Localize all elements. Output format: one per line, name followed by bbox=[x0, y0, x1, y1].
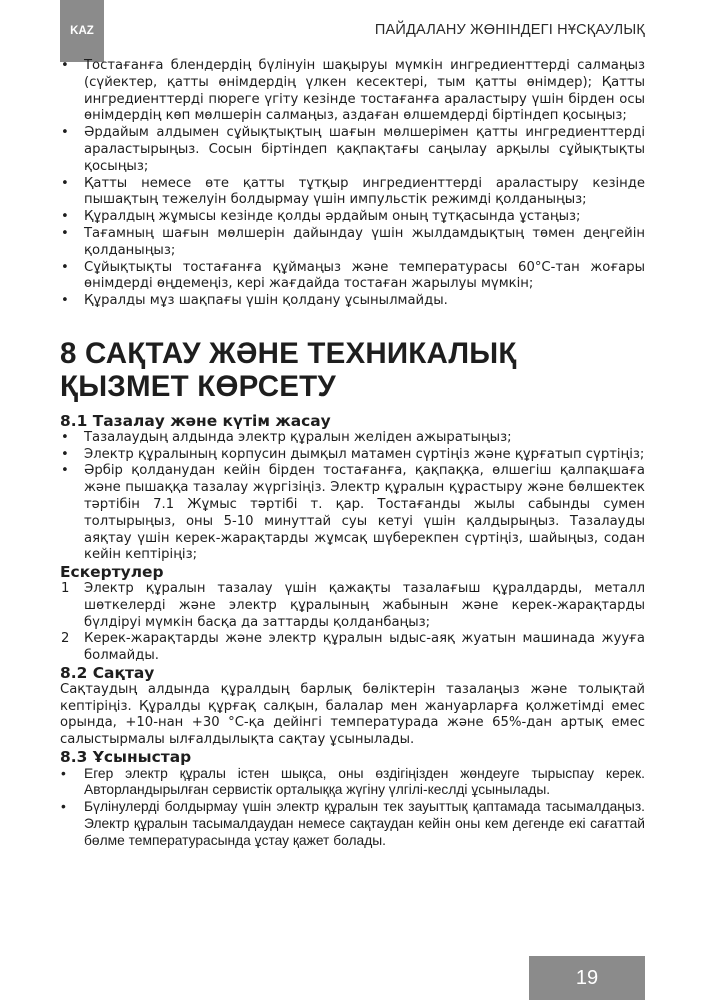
care-heading: 8.1 Тазалау және күтім жасау bbox=[60, 411, 331, 430]
list-item: • Тостағанға блендердің бүлінуін шақыруы мүмкін ингредиенттерді салмаңыз (сүйектер, қатты өнімдердің үлкен кесектері, тым қатты өнімдер); Қатты ингредиенттерді пюреге үгіту кезінде тостағанға араластыру үшін бірден осы өнімдердің көп мөлшерін салмаңыз, аздаған өлшемдерді біртіндеп қосыңыз; bbox=[60, 58, 645, 125]
list-item: • Тағамның шағын мөлшерін дайындау үшін жылдамдықтың төмен деңгейін қолданыңыз; bbox=[60, 226, 645, 260]
recommendations-bullet-list bbox=[60, 766, 645, 850]
storage-heading: 8.2 Сақтау bbox=[60, 663, 155, 682]
section-title: 8 САҚТАУ ЖӘНЕ ТЕХНИКАЛЫҚ ҚЫЗМЕТ КӨРСЕТУ bbox=[60, 336, 517, 403]
note-number: 1 bbox=[61, 580, 70, 596]
notes-heading: Ескертулер bbox=[60, 563, 164, 582]
list-item bbox=[60, 631, 645, 665]
list-item: • Сұйықтықты тостағанға құймаңыз және температурасы 60°С-тан жоғары өнімдерді өңдемеңіз, кері жағдайда тостаған жарылуы мүмкін; bbox=[60, 260, 645, 294]
list-item: • Қатты немесе өте қатты тұтқыр ингредиенттерді араластыру кезінде пышақтың тежелуін болдырмау үшін импульстік режимді қолданыңыз; bbox=[60, 176, 645, 210]
note-text: Электр құралын тазалау үшін қажақты тазалағыш құралдарды, металл шөткелерді және электр құралының жабынын және керек-жарақтарды бүлдіруі мүмкін басқа да заттарды қолданбаңыз; bbox=[84, 580, 645, 630]
list-item: • Әрдайым алдымен сұйықтықтың шағын мөлшерімен қатты ингредиенттерді араластырыңыз. Сосын біртіндеп қақпақтағы саңылау арқылы сұйықтықты қосыңыз; bbox=[60, 125, 645, 175]
list-item: • Электр құралының корпусин дымқыл матамен сүртіңіз және құрғатып сүртіңіз; bbox=[60, 447, 645, 464]
list-item: • Құралдың жұмысы кезінде қолды әрдайым оның тұтқасында ұстаңыз; bbox=[60, 209, 645, 226]
list-item: • Әрбір қолданудан кейін бірден тостағанға, қақпаққа, өлшегіш қалпақшаға және пышаққа тазалау жүргізіңіз. Электр құралын құрастыру және бөлшектек тәртібін 7.1 Жұмыс тәртібі т. қар. Тостағанды жылы сабынды сумен толтырыңыз, оны 5-10 минуттай суы кетуі үшін қалдырыңыз. Тазалауды аяқтау үшін керек-жарақтарды жұмсақ шүберекпен сүртіңіз, шайыңыз, содан кейін кептіріңіз; bbox=[60, 463, 645, 564]
page-number: 19 bbox=[529, 956, 645, 1000]
list-item: • Егер электр құралы істен шықса, оны өздігіңізден жөндеуге тырыспау керек. Авторландырылған сервистік орталыққа жүгіну үлгілі-кеслді ұсынылады. bbox=[60, 766, 645, 800]
list-item: • Бүлінулерді болдырмау үшін электр құралын тек зауыттық қаптамада тасымалдаңыз. Электр құралын тасымалдаудан немесе сақтаудан кейін оны кем дегенде екі сағаттай бөлме температурасында ұстау қажет болады. bbox=[60, 799, 645, 849]
intro-bullet-list bbox=[60, 58, 645, 310]
list-item bbox=[60, 581, 645, 631]
note-number: 2 bbox=[61, 631, 70, 647]
language-tab: KAZ bbox=[60, 0, 104, 62]
list-item: • Құралды мұз шақпағы үшін қолдану ұсынылмайды. bbox=[60, 293, 645, 310]
storage-paragraph: Сақтаудың алдында құралдың барлық бөліктерін тазалаңыз және толықтай кептіріңіз. Құралды құрғақ салқын, балалар мен жануарларға қолжетімді емес орында, +10-нан +30 °С-қа дейінгі температурада және 65%-дан артық емес салыстырмалы ылғалдылықта сақтау ұсынылады. bbox=[60, 681, 645, 748]
care-bullet-list bbox=[60, 430, 645, 564]
notes-list bbox=[60, 581, 645, 665]
list-item: • Тазалаудың алдында электр құралын желіден ажыратыңыз; bbox=[60, 430, 645, 447]
note-text: Керек-жарақтарды және электр құралын ыдыс-аяқ жуатын машинада жууға болмайды. bbox=[84, 631, 645, 664]
recommendations-heading: 8.3 Ұсыныстар bbox=[60, 747, 192, 766]
page-content bbox=[60, 58, 645, 850]
manual-title: ПАЙДАЛАНУ ЖӨНІНДЕГІ НҰСҚАУЛЫҚ bbox=[374, 22, 645, 38]
